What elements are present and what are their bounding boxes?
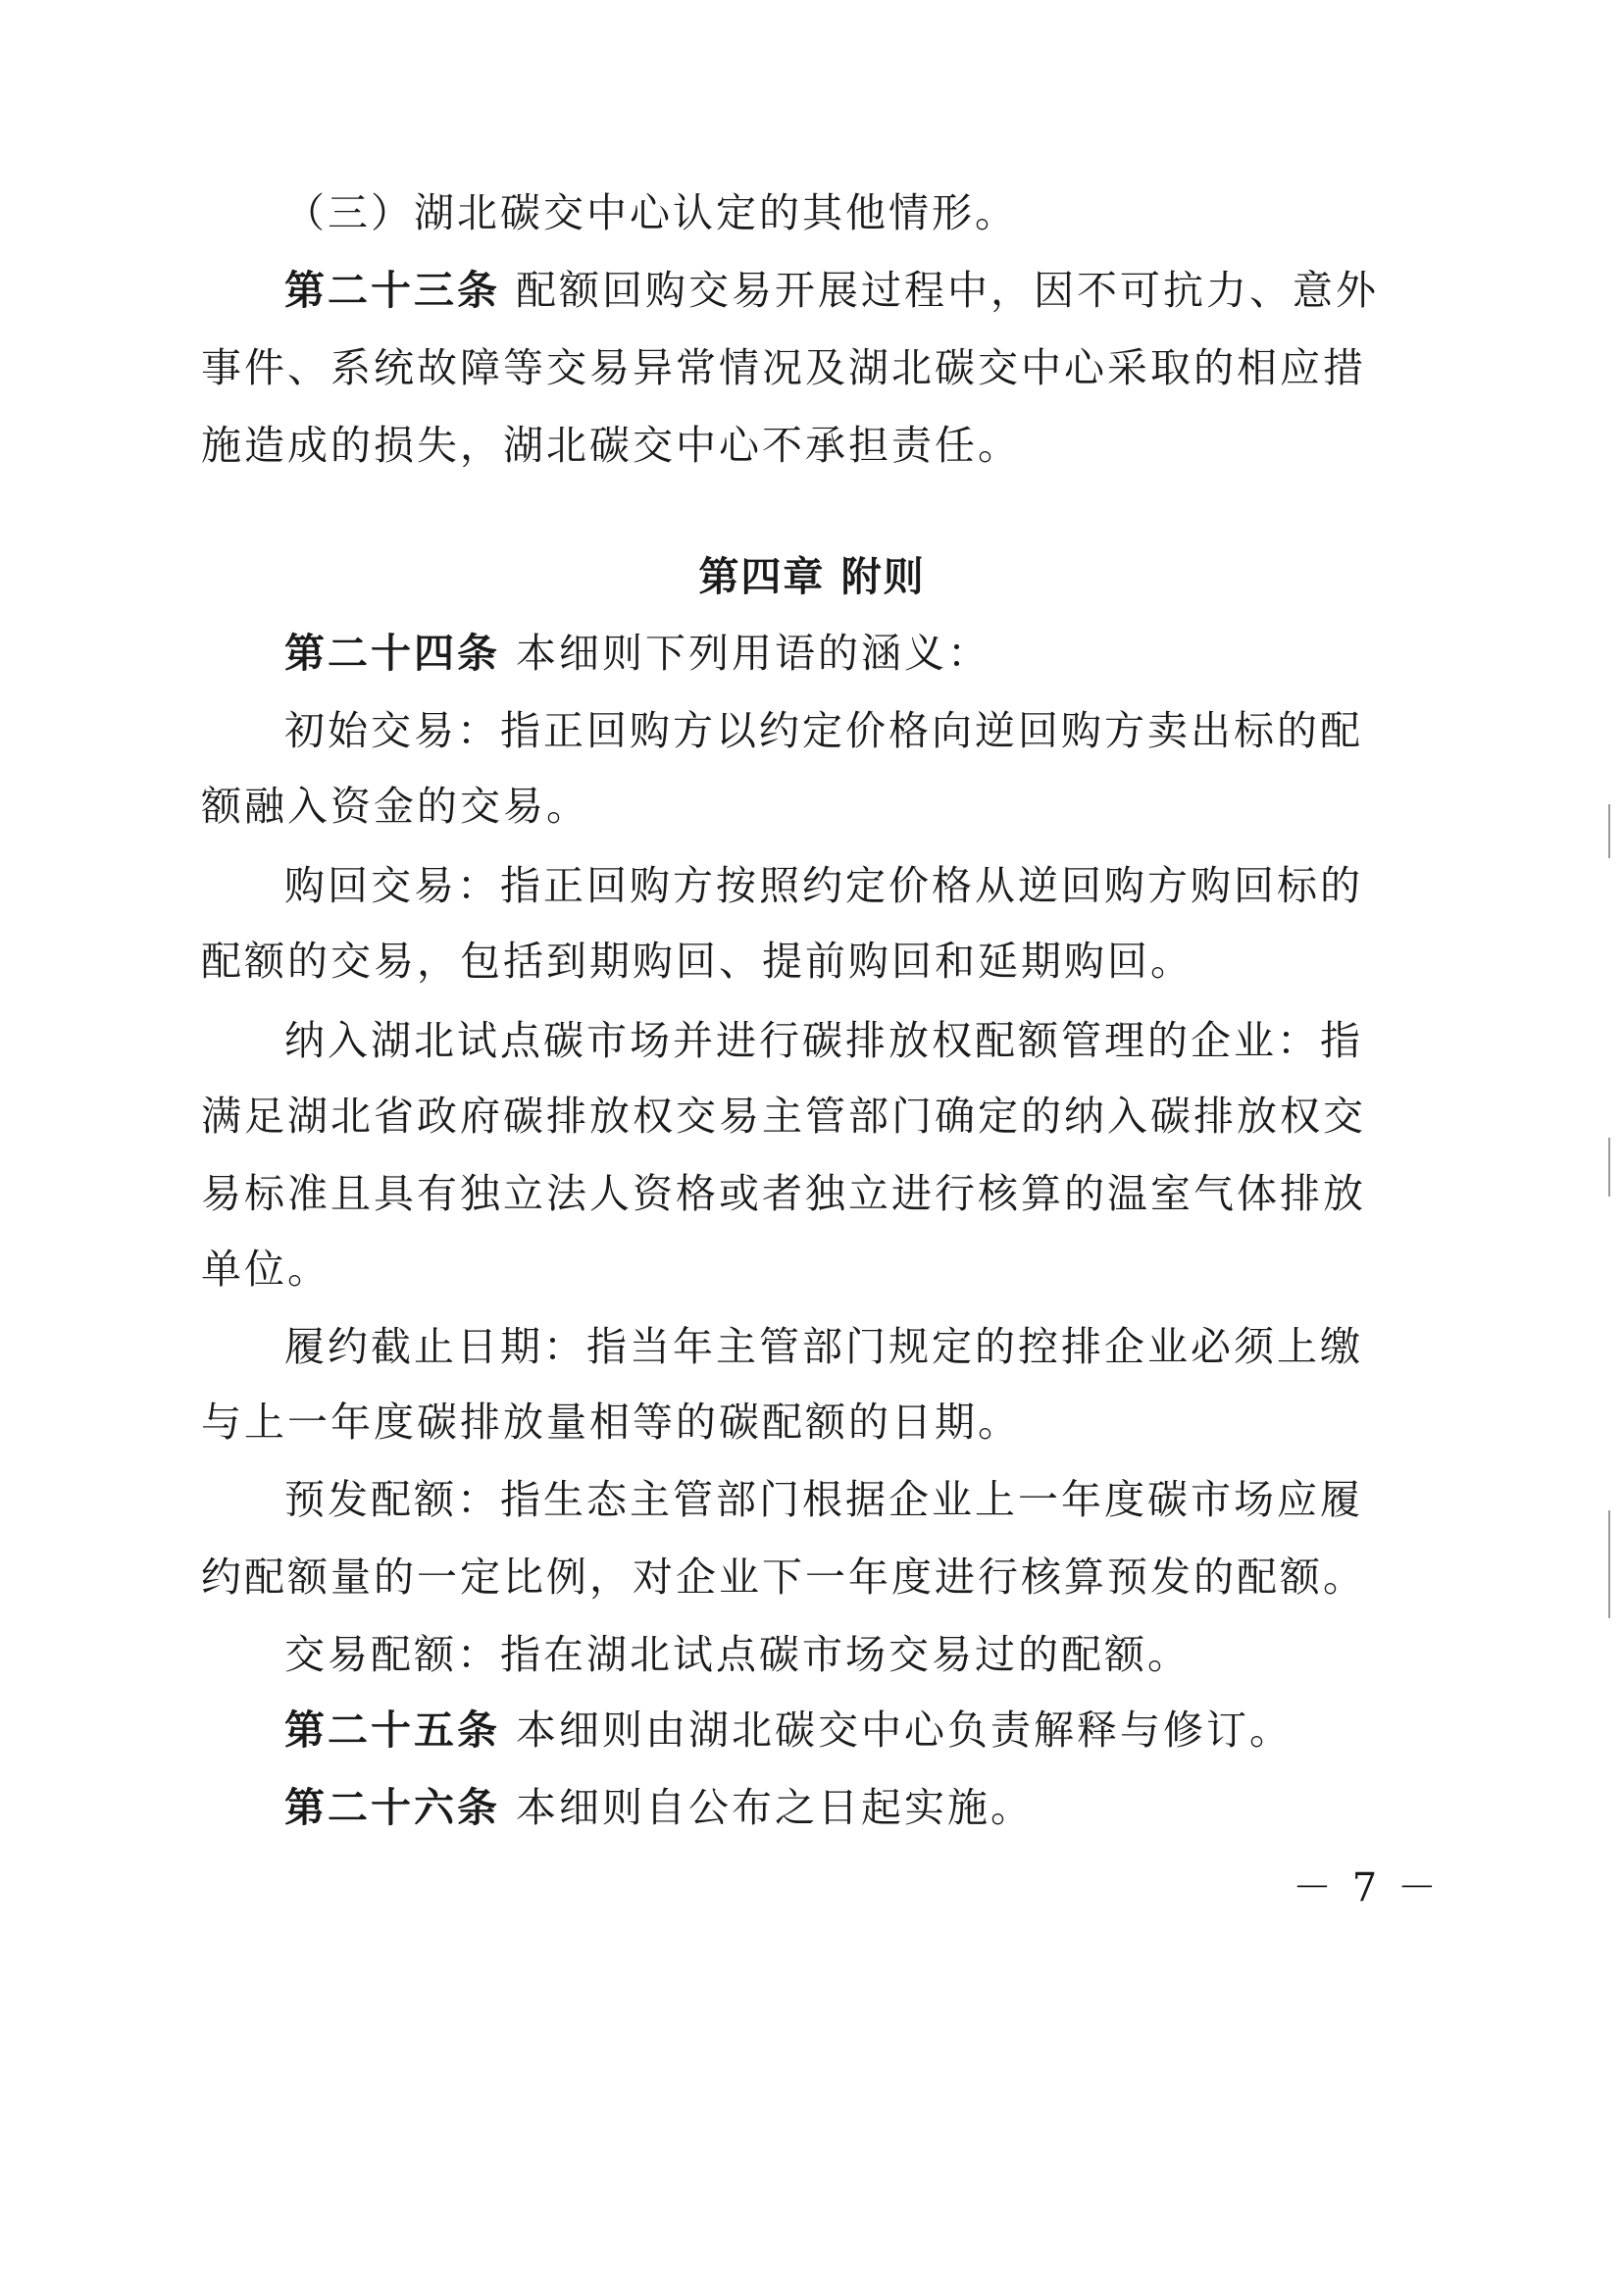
scan-edge-mark xyxy=(1608,1510,1610,1618)
article-26-text: 本细则自公布之日起实施。 xyxy=(516,1784,1035,1831)
article-23-line-1 xyxy=(284,261,1476,320)
article-26-line xyxy=(284,1778,1476,1837)
article-25-line xyxy=(284,1701,1476,1759)
article-23-line-3: 施造成的损失，湖北碳交中心不承担责任。 xyxy=(201,422,1021,469)
page-number: － 7 － xyxy=(1293,1865,1441,1911)
definition-1-line-2: 额融入资金的交易。 xyxy=(201,783,589,830)
article-23-label: 第二十三条 xyxy=(284,267,500,314)
definition-5-line-1: 预发配额：指生态主管部门根据企业上一年度碳市场应履 xyxy=(284,1476,1363,1523)
scan-edge-mark xyxy=(1608,804,1610,858)
definition-2-line-2: 配额的交易，包括到期购回、提前购回和延期购回。 xyxy=(201,938,1193,985)
article-23-text-1: 配额回购交易开展过程中，因不可抗力、意外 xyxy=(516,267,1380,314)
article-24-text: 本细则下列用语的涵义： xyxy=(516,630,991,677)
definition-4-line-1: 履约截止日期：指当年主管部门规定的控排企业必须上缴 xyxy=(284,1323,1363,1370)
definition-3-line-3: 易标准且具有独立法人资格或者独立进行核算的温室气体排放 xyxy=(201,1170,1366,1217)
item-3: （三）湖北碳交中心认定的其他情形。 xyxy=(284,189,1018,236)
article-26-label: 第二十六条 xyxy=(284,1784,500,1831)
scan-edge-mark xyxy=(1608,1138,1610,1197)
definition-3-line-1: 纳入湖北试点碳市场并进行碳排放权配额管理的企业：指 xyxy=(284,1017,1363,1064)
article-23-line-2: 事件、系统故障等交易异常情况及湖北碳交中心采取的相应措 xyxy=(201,344,1366,391)
definition-1-line-1: 初始交易：指正回购方以约定价格向逆回购方卖出标的配 xyxy=(284,707,1363,754)
definition-3-line-4: 单位。 xyxy=(201,1246,330,1293)
chapter-4-title: 第四章 附则 xyxy=(698,553,926,600)
definition-6-line-1: 交易配额：指在湖北试点碳市场交易过的配额。 xyxy=(284,1631,1191,1678)
article-25-label: 第二十五条 xyxy=(284,1707,500,1754)
article-25-text: 本细则由湖北碳交中心负责解释与修订。 xyxy=(516,1707,1294,1754)
definition-5-line-2: 约配额量的一定比例，对企业下一年度进行核算预发的配额。 xyxy=(201,1554,1366,1601)
article-24-label: 第二十四条 xyxy=(284,630,500,677)
definition-3-line-2: 满足湖北省政府碳排放权交易主管部门确定的纳入碳排放权交 xyxy=(201,1093,1366,1140)
definition-4-line-2: 与上一年度碳排放量相等的碳配额的日期。 xyxy=(201,1399,1021,1446)
article-24-line xyxy=(284,624,1476,683)
definition-2-line-1: 购回交易：指正回购方按照约定价格从逆回购方购回标的 xyxy=(284,862,1363,909)
